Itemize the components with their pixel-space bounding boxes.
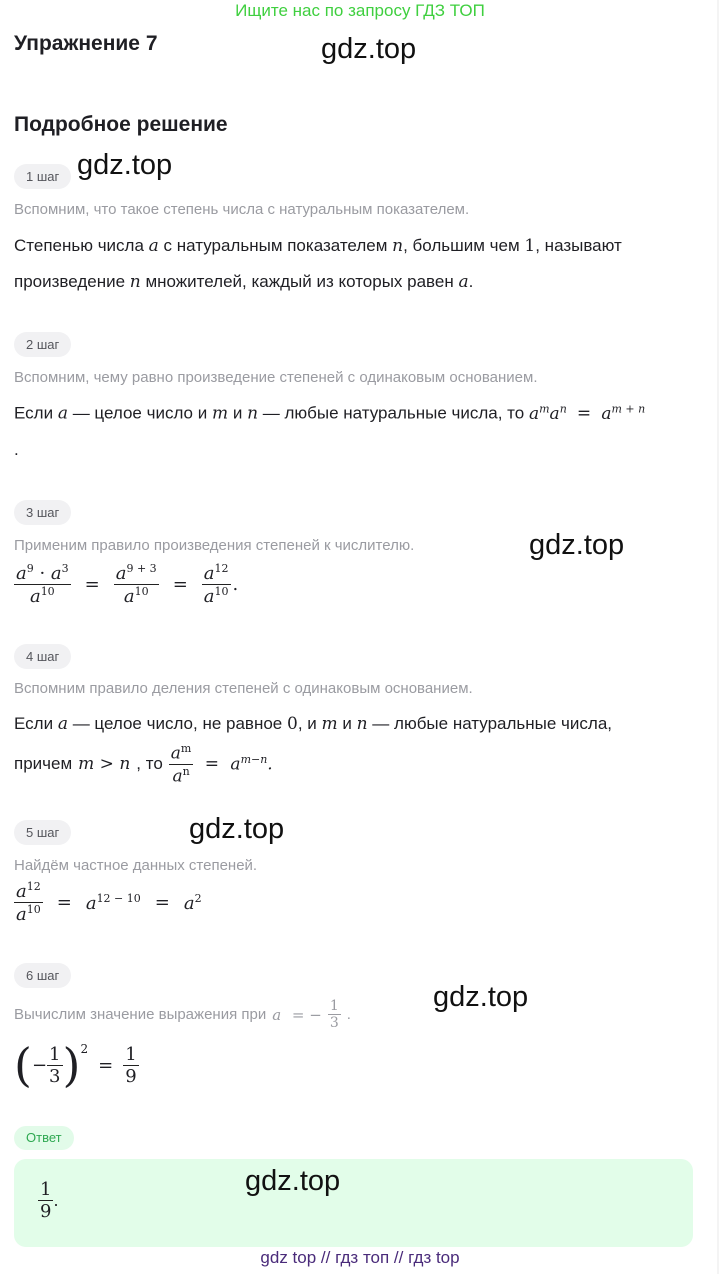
text: — любые натуральные числа, то — [262, 403, 525, 423]
step-badge: 5 шаг — [14, 820, 71, 845]
text: , то — [136, 754, 163, 774]
watermark: gdz.top — [321, 33, 417, 65]
answer-box — [14, 1159, 693, 1247]
page-edge-line — [717, 0, 719, 1274]
definition-line-1: Степенью числа a с натуральным показателем n, большим чем 1, называют — [14, 236, 622, 256]
equation-step-3: $\frac{a^9 \cdot a^3}{a^{10}}$ = $\frac{a^{9 + 3}}{a^{10}}$ = $\frac{a^{12}}{a^{10}}$ . — [16, 562, 239, 607]
text: , и — [297, 714, 317, 733]
step-hint: Вспомним, чему равно произведение степеней с одинаковым основанием. — [14, 369, 538, 386]
definition-line-2: произведение n множителей, каждый из которых равен a. — [14, 272, 474, 292]
text: Вычислим значение выражения при — [14, 1006, 267, 1023]
answer-badge: Ответ — [14, 1126, 74, 1150]
watermark: gdz.top — [245, 1165, 341, 1197]
answer-denominator: 9 — [40, 1201, 52, 1222]
equation-step-6: ( − $\frac{1}{3}$ ) $^2$ = $\frac{1}{9}$ — [14, 1038, 137, 1092]
equation-step-5: $\frac{a^{12}}{a^{10}}$ = $a^{12 - 10}$ = $a^2$ — [16, 880, 202, 925]
text: — целое число и — [72, 403, 208, 423]
text: с натуральным показателем — [163, 236, 388, 255]
text: причем — [14, 754, 73, 774]
text: — целое число, не равное — [72, 714, 283, 733]
text: и — [342, 714, 352, 733]
text: , большим чем — [403, 236, 520, 255]
exercise-title: Упражнение 7 — [14, 32, 158, 55]
top-banner[interactable]: Ищите нас по запросу ГДЗ ТОП — [235, 1, 485, 20]
footer-links[interactable]: gdz top // гдз топ // гдз top — [260, 1248, 460, 1267]
watermark: gdz.top — [433, 981, 529, 1013]
step-badge: 3 шаг — [14, 500, 71, 525]
text: и — [232, 403, 243, 423]
text: Степенью числа — [14, 236, 144, 255]
step-hint: Вспомним, что такое степень числа с натуральным показателем. — [14, 201, 470, 218]
step-hint: Применим правило произведения степеней к числителю. — [14, 537, 415, 554]
step-badge: 1 шаг — [14, 164, 71, 189]
step-hint: Вспомним правило деления степеней с одинаковым основанием. — [14, 680, 473, 697]
watermark: gdz.top — [189, 813, 285, 845]
text: , называют — [535, 236, 622, 255]
text: произведение — [14, 272, 126, 291]
text: Если — [14, 714, 54, 733]
period: . — [14, 440, 19, 459]
rule-product: Если a — целое число и m и n — любые натуральные числа, то $a^ma^n = a^{m + n}$ — [14, 402, 646, 424]
rule-division-line-2: причем m > n , то $\frac{a^m}{a^n}$ = $a^{m-n}$. — [14, 742, 273, 787]
rule-division-line-1: Если a — целое число, не равное 0, и m и n — любые натуральные числа, — [14, 714, 612, 734]
answer-value: $\frac{1}{9}$ . — [40, 1179, 59, 1222]
step-badge: 6 шаг — [14, 963, 71, 988]
text: Если — [14, 403, 54, 423]
step-badge: 2 шаг — [14, 332, 71, 357]
text: множителей, каждый из которых равен — [145, 272, 454, 291]
step-hint: Найдём частное данных степеней. — [14, 857, 258, 874]
watermark: gdz.top — [77, 149, 173, 181]
solution-title: Подробное решение — [14, 113, 228, 136]
answer-numerator: 1 — [40, 1179, 52, 1200]
text: — любые натуральные числа, — [372, 714, 612, 733]
step-hint: Вычислим значение выражения при a = − $\frac{1}{3}$ . — [14, 998, 351, 1031]
watermark: gdz.top — [529, 529, 625, 561]
step-badge: 4 шаг — [14, 644, 71, 669]
